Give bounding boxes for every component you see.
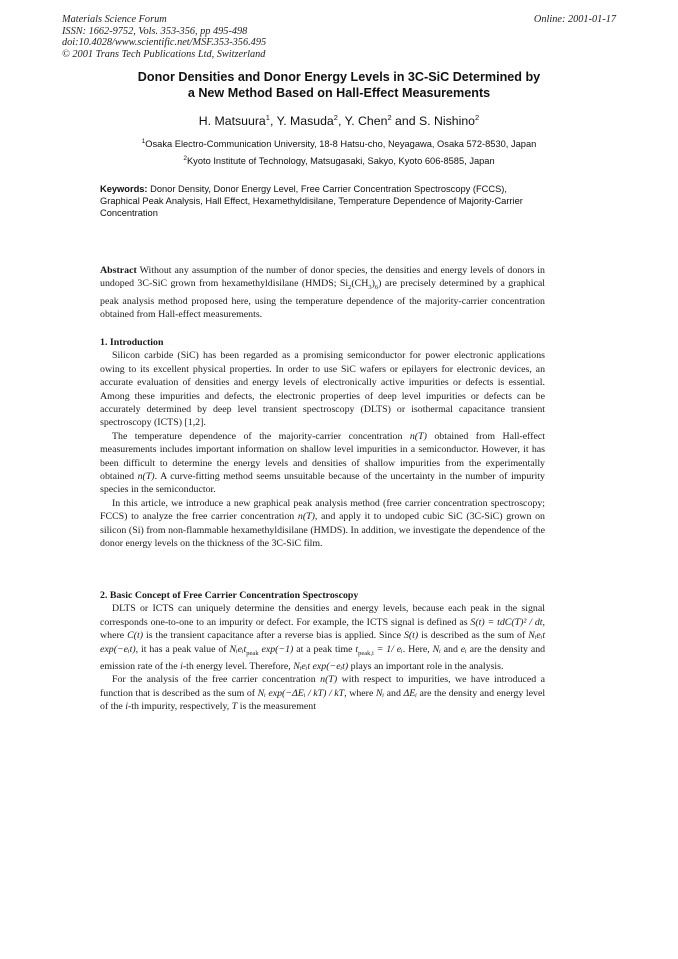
author-affiliation-mark: 2	[475, 113, 480, 122]
affiliation-number: 1	[141, 138, 146, 145]
subscript: 6	[374, 284, 379, 292]
abstract-text-2: (CH	[351, 278, 369, 290]
author-affiliation-mark: 2	[387, 113, 392, 122]
issn-line: ISSN: 1662-9752, Vols. 353-356, pp 495-498	[62, 25, 248, 37]
math-peak-value: Nᵢeᵢt	[229, 643, 247, 655]
author-name: Y. Chen	[344, 114, 388, 128]
text-run: is described as the sum of	[421, 630, 526, 642]
math-exp: exp(−1)	[261, 643, 294, 655]
subscript: peak,i	[358, 649, 374, 657]
copyright-line: © 2001 Trans Tech Publications Ltd, Switzerland	[62, 48, 266, 60]
doi-link[interactable]: doi:10.4028/www.scientific.net/MSF.353-356.495	[62, 37, 267, 49]
math-nT: n(T)	[137, 471, 155, 483]
text-run: , where	[100, 616, 545, 642]
math-i: i	[125, 701, 128, 713]
journal-name: Materials Science Forum	[62, 14, 167, 25]
affiliation-1	[70, 138, 608, 149]
section-introduction	[100, 336, 545, 551]
math-ni: Nᵢ	[375, 687, 385, 699]
title-line-1: Donor Densities and Donor Energy Levels in 3C-SiC Determined by	[137, 70, 541, 84]
journal-header	[62, 14, 266, 60]
keywords-block	[100, 184, 540, 219]
text-run: and	[443, 643, 458, 655]
math-st: S(t)	[403, 630, 419, 642]
paper-title	[70, 70, 608, 101]
keywords-text: Donor Density, Donor Energy Level, Free Carrier Concentration Spectroscopy (FCCS), Graphical Peak Analysis, Hall Effect, Hexamethyldisilane, Temperature Dependence of Majority-Carrier Concentration	[100, 184, 523, 218]
abstract-text-1: Without any assumption of the number of donor species, the densities and energy levels of donors in undoped 3C-SiC grown from hexamethyldisilane (HMDS; Si	[100, 265, 545, 290]
affiliation-number: 2	[183, 155, 187, 162]
text-run: DLTS or ICTS can uniquely determine the densities and energy levels, because each peak in the signal corresponds one-to-one to an impurity or defect. For example, the ICTS signal is defined as	[100, 603, 545, 628]
author-name: S. Nishino	[418, 114, 476, 128]
text-run: is the transient capacitance after a reverse bias is applied. Since	[145, 630, 401, 642]
text-run: are the density and energy level of the	[100, 687, 546, 713]
math-nT: n(T)	[297, 511, 315, 523]
math-i: i	[180, 661, 183, 672]
math-delta-ei: ΔEᵢ	[403, 687, 417, 699]
author-affiliation-mark: 2	[333, 113, 338, 122]
abstract-paragraph: Abstract Without any assumption of the number of donor species, the densities and energy levels of donors in undoped 3C-SiC grown from hexamethyldisilane (HMDS; $Si_2(CH_3)_6$) are precisely determined by a graphical peak analysis method proposed here, using the temperature dependence of the majority-carrier concentration obtained from Hall-effect measurements.	[100, 265, 545, 321]
author-name: Y. Masuda	[276, 114, 334, 128]
text-run: -th energy level. Therefore,	[182, 661, 291, 672]
text-run: , where	[344, 687, 374, 699]
math-key-term: Nᵢeᵢt exp(−eᵢt)	[293, 661, 349, 672]
text-run: with respect to impurities, we have introduced a function that is described as the sum of	[100, 674, 546, 699]
math-ni: Nᵢ	[432, 643, 441, 655]
text-run: The temperature dependence of the majority-carrier concentration	[112, 430, 403, 442]
math-tpeak: t	[355, 643, 359, 655]
online-date: Online: 2001-01-17	[533, 14, 616, 25]
math-nT: n(T)	[409, 430, 427, 442]
abstract-label: Abstract	[100, 265, 137, 276]
text-run: For the analysis of the free carrier concentration	[112, 674, 316, 686]
affiliation-text: Osaka Electro-Communication University, 18-8 Hatsu-cho, Neyagawa, Osaka 572-8530, Japan	[145, 139, 537, 149]
text-run: are the density and emission rate of the	[100, 643, 546, 672]
affiliation-2	[70, 155, 608, 166]
abstract-text-3: ) are precisely determined by a graphical peak analysis method proposed here, using the temperature dependence of the majority-carrier concentration obtained from Hall-effect measurements.	[100, 278, 545, 321]
keywords-label: Keywords:	[100, 184, 148, 194]
text-run: at a peak time	[296, 643, 353, 655]
title-line-2: a New Method Based on Hall-Effect Measurements	[187, 85, 491, 100]
text-run: In this article, we introduce a new graphical peak analysis method (free carrier concentration spectroscopy; FCCS) to analyze the free carrier concentration	[100, 497, 545, 523]
subscript: 2	[348, 284, 352, 292]
section-heading: 1. Introduction	[100, 337, 164, 348]
paragraph	[100, 497, 545, 551]
math-icts-signal: S(t) = tdC(T)² / dt	[470, 616, 543, 628]
math-sum-term: Nᵢeᵢt exp(−eᵢt)	[100, 630, 546, 655]
math-fccs-function: Nᵢ exp(−ΔEᵢ / kT) / kT	[257, 687, 345, 699]
math-T: T	[231, 701, 238, 713]
text-run: , it has a peak value of	[135, 643, 227, 655]
text-run: obtained from Hall-effect measurements includes important information on shallow level impurities in a semiconductor. However, it has been difficult to determine the energy levels and densities of shallow impurities from the experimentally obtained	[100, 430, 546, 483]
paragraph	[100, 673, 545, 713]
paragraph	[100, 430, 545, 497]
author-name: H. Matsuura	[198, 114, 266, 128]
affiliation-text: Kyoto Institute of Technology, Matsugasaki, Sakyo, Kyoto 606-8585, Japan	[186, 156, 495, 166]
subscript: 3	[368, 284, 372, 292]
text-run: -th impurity, respectively,	[127, 701, 230, 713]
text-run: . A curve-fitting method seems unsuitable because of the uncertainty in the number of impurity species in the semiconductor.	[100, 471, 545, 496]
text-run: and	[386, 687, 401, 699]
section-heading: 2. Basic Concept of Free Carrier Concentration Spectroscopy	[100, 590, 359, 601]
text-run: plays an important role in the analysis.	[350, 661, 504, 672]
paragraph	[100, 602, 545, 673]
math-ct: C(t)	[127, 630, 143, 642]
text-run: is the measurement	[239, 701, 316, 713]
subscript: peak	[246, 649, 259, 657]
section-basic-concept	[100, 589, 545, 714]
author-affiliation-mark: 1	[265, 113, 270, 122]
abstract-block	[100, 264, 545, 322]
author-list: H. Matsuura$^1$, Y. Masuda$^2$, Y. Chen$^2$ and S. Nishino$^2$	[198, 113, 480, 128]
paragraph: Silicon carbide (SiC) has been regarded as a promising semiconductor for power electronic applications owing to its excellent physical properties. In order to use SiC wafers or epilayers for electronic devices, an accurate evaluation of densities and energy levels of electronically active impurities or defects is essential. Among these impurities and defects, the electronic properties of deep level impurities or defects can be accurately determined by deep level transient spectroscopy (DLTS) or isothermal capacitance transient spectroscopy (ICTS) [1,2].	[100, 350, 545, 429]
math-nT: n(T)	[320, 674, 338, 686]
text-run: . Here,	[402, 643, 430, 655]
math-tpeak-eq: = 1/ eᵢ	[376, 643, 403, 655]
math-ei: eᵢ	[460, 643, 467, 655]
text-run: , and apply it to undoped cubic SiC (3C-SiC) grown on silicon (Si) from non-flammable hexamethyldisilane (HMDS). In addition, we investigate the dependence of the donor energy levels on the thickness of the 3C-SiC film.	[100, 511, 545, 550]
